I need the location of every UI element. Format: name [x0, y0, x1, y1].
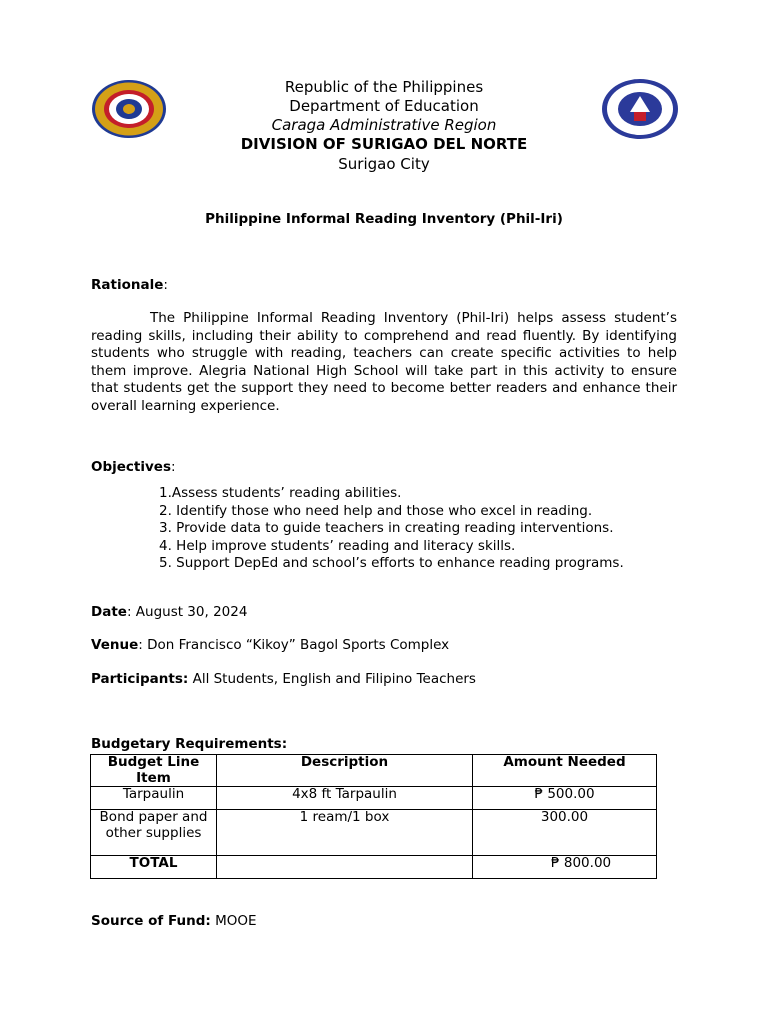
table-header-row [91, 755, 657, 787]
document-title: Philippine Informal Reading Inventory (Phil-Iri) [205, 211, 563, 227]
header-department: Department of Education [289, 97, 479, 115]
total-label: TOTAL [91, 856, 217, 879]
objective-item: 1.Assess students’ reading abilities. [159, 485, 402, 501]
venue-label: Venue [91, 637, 139, 653]
participants-label: Participants: [91, 671, 189, 687]
table-row [91, 810, 657, 856]
header-republic: Republic of the Philippines [284, 78, 484, 96]
total-empty-cell [217, 856, 473, 879]
objective-item: 3. Provide data to guide teachers in creating reading interventions. [159, 520, 614, 536]
header-amount-needed: Amount Needed [473, 755, 657, 787]
budget-table [90, 754, 657, 879]
participants-line [91, 671, 476, 689]
date-value: : August 30, 2024 [126, 604, 248, 620]
source-of-fund-value: MOOE [210, 913, 257, 929]
date-line [91, 604, 247, 622]
objective-item: 5. Support DepEd and school’s efforts to enhance reading programs. [159, 555, 624, 571]
cell-item: Bond paper and other supplies [91, 810, 217, 856]
venue-line [91, 637, 449, 655]
objective-item: 2. Identify those who need help and those who excel in reading. [159, 502, 593, 519]
cell-amount: 300.00 [473, 810, 657, 856]
venue-value: : Don Francisco “Kikoy” Bagol Sports Complex [138, 637, 450, 653]
rationale-heading [91, 277, 168, 295]
header-division: DIVISION OF SURIGAO DEL NORTE [240, 135, 528, 153]
cell-item: Tarpaulin [91, 787, 217, 810]
objectives-colon: : [171, 459, 176, 475]
participants-value: All Students, English and Filipino Teachers [188, 671, 476, 687]
total-amount: ₱ 800.00 [473, 856, 657, 879]
rationale-colon: : [163, 277, 168, 293]
budget-heading: Budgetary Requirements: [91, 736, 288, 752]
rationale-paragraph: The Philippine Informal Reading Inventory (Phil-Iri) helps assess student’s reading skills, including their ability to comprehend and read fluently. By identifying students who struggle with reading, teachers can create specific activities to help them improve. Alegria National High School will take part in this activity to ensure that students get the support they need to become better readers and enhance their overall learning experience. [91, 310, 677, 414]
table-total-row [91, 856, 657, 879]
table-row [91, 787, 657, 810]
header-city: Surigao City [338, 155, 430, 173]
objective-item: 4. Help improve students’ reading and literacy skills. [159, 537, 516, 554]
objectives-heading [91, 459, 176, 477]
date-label: Date [91, 604, 127, 620]
cell-amount: ₱ 500.00 [473, 787, 657, 810]
source-of-fund-label: Source of Fund: [91, 913, 211, 929]
objectives-list [159, 485, 624, 573]
header-description: Description [217, 755, 473, 787]
rationale-label: Rationale [91, 277, 164, 293]
source-of-fund-line [91, 913, 257, 931]
cell-description: 4x8 ft Tarpaulin [217, 787, 473, 810]
objectives-label: Objectives [91, 459, 171, 475]
header-budget-line-item: Budget Line Item [91, 755, 217, 787]
cell-description: 1 ream/1 box [217, 810, 473, 856]
header-region: Caraga Administrative Region [271, 116, 497, 134]
